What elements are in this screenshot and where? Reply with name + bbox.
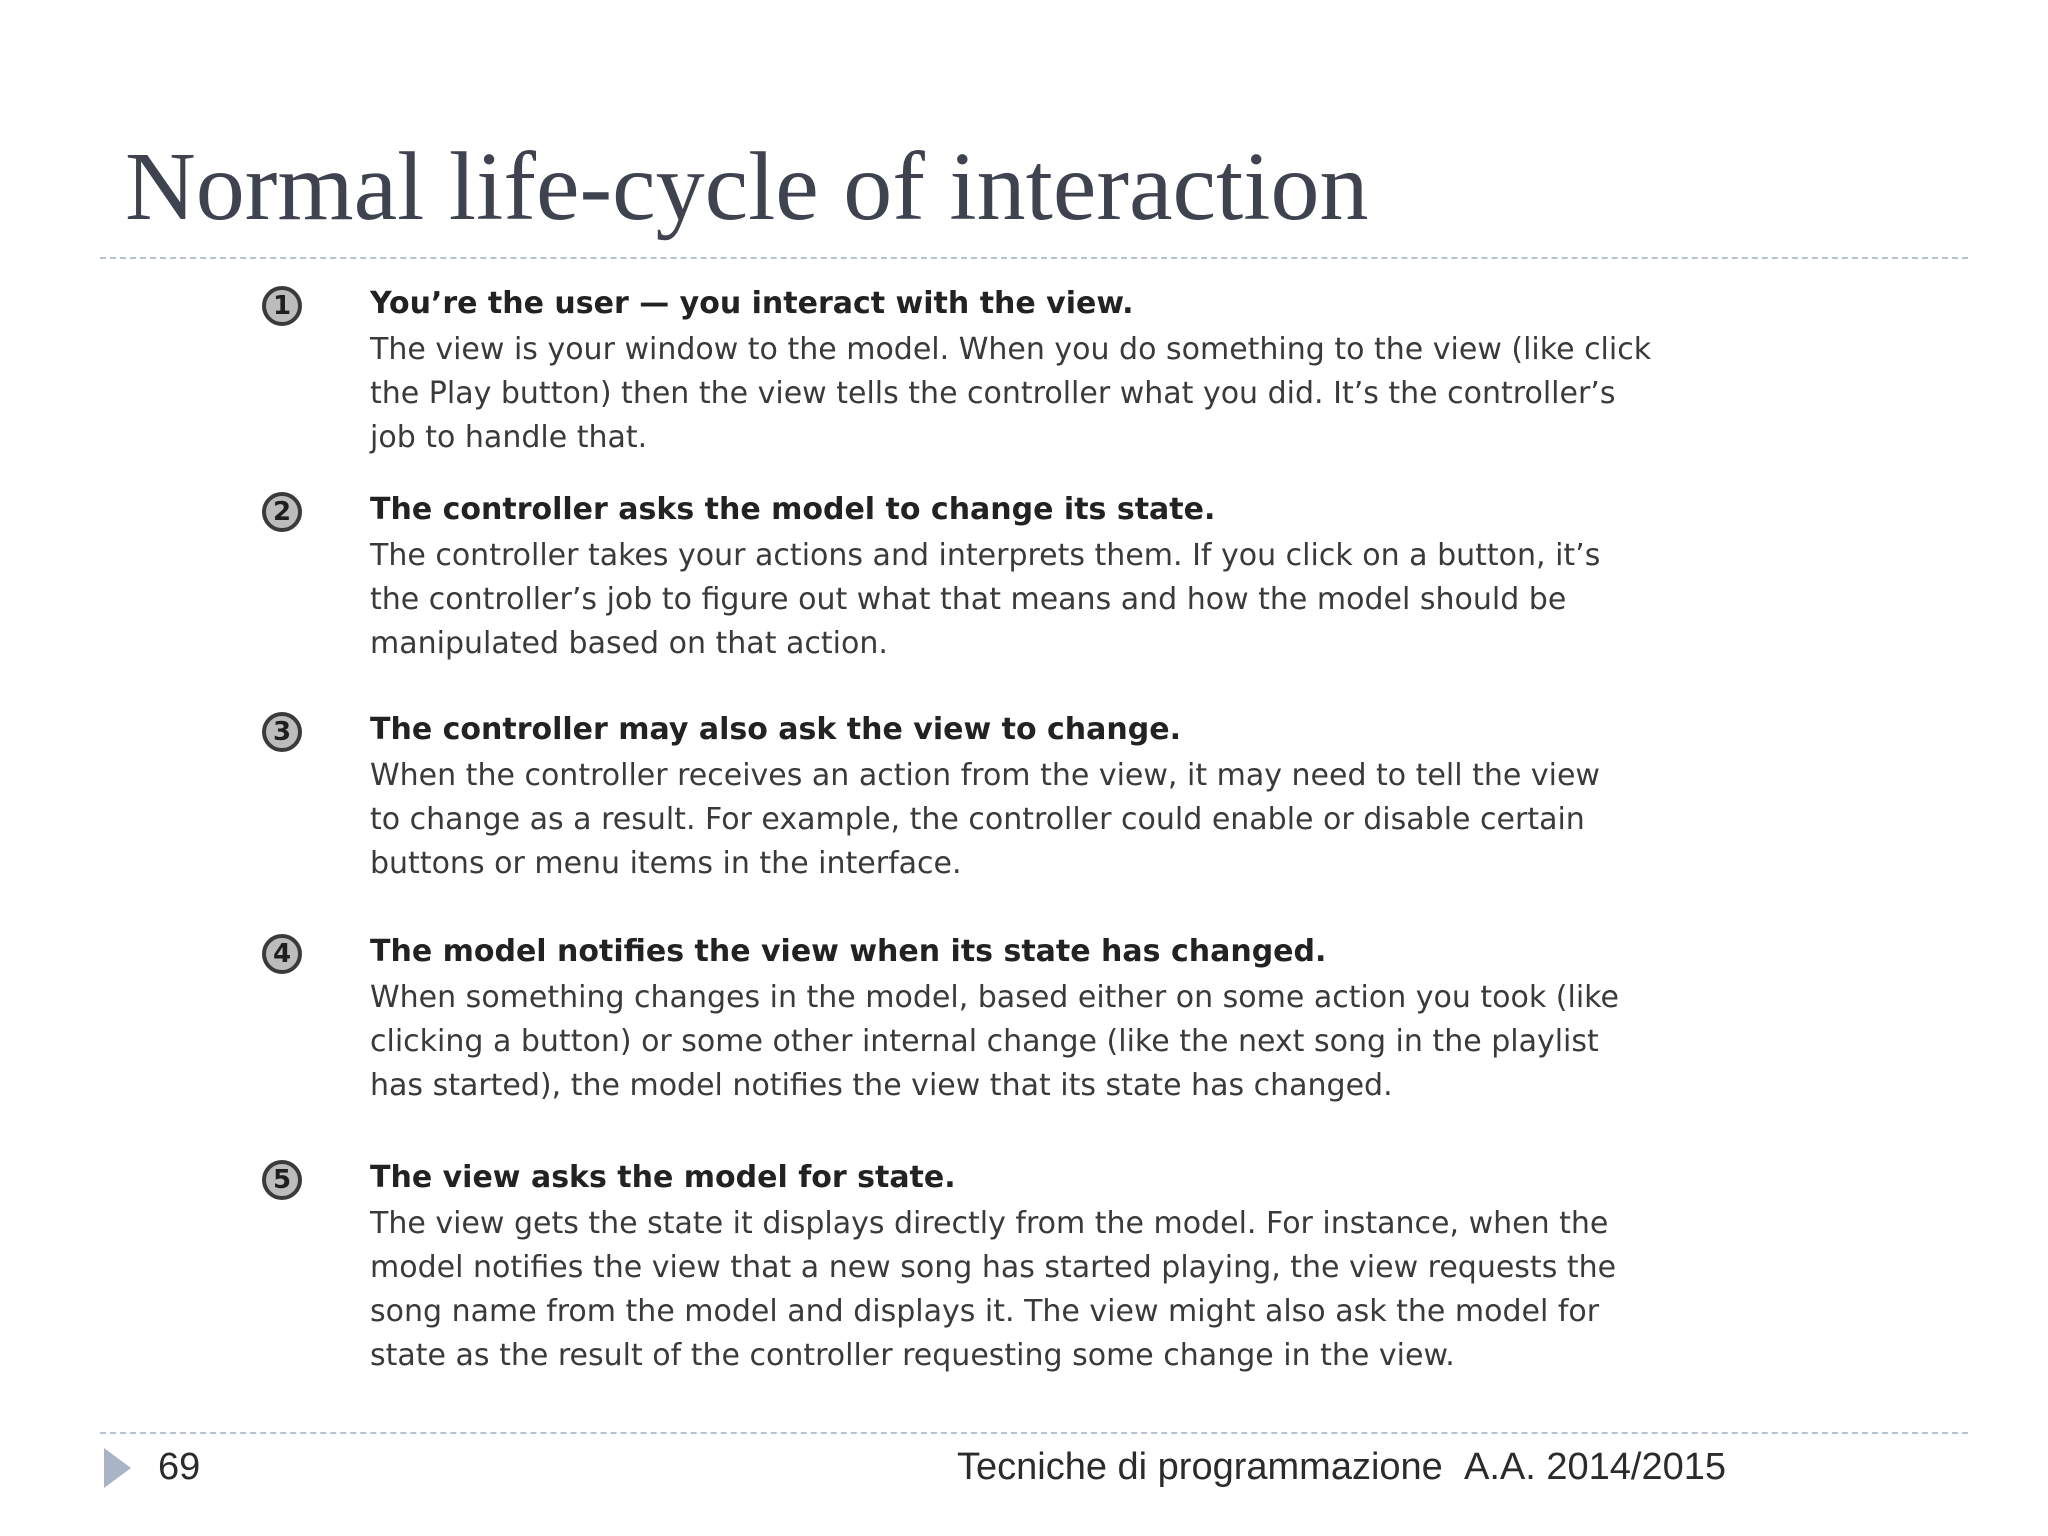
step-heading: You’re the user — you interact with the view. xyxy=(370,286,1134,321)
step-heading: The model notifies the view when its state has changed. xyxy=(370,934,1327,969)
step-number-badge: 1 xyxy=(262,286,302,326)
bullet-arrow-icon xyxy=(104,1448,131,1488)
bottom-divider xyxy=(100,1432,1968,1434)
step-heading: The view asks the model for state. xyxy=(370,1160,956,1195)
footer-year: A.A. 2014/2015 xyxy=(1464,1446,1726,1488)
slide-title: Normal life-cycle of interaction xyxy=(125,133,1369,241)
step-body: The controller takes your actions and interprets them. If you click on a button, it’s the controller’s job to figure out what that means and how the model should be manipulated based on that action. xyxy=(370,538,1601,661)
step-number-badge: 4 xyxy=(262,934,302,974)
page-number: 69 xyxy=(158,1446,201,1488)
step-number-badge: 2 xyxy=(262,492,302,532)
step-number-badge: 3 xyxy=(262,712,302,752)
step-body: The view is your window to the model. When you do something to the view (like click the Play button) then the view tells the controller what you did. It’s the controller’s job to handle that. xyxy=(370,332,1652,455)
step-body: When the controller receives an action from the view, it may need to tell the view to change as a result. For example, the controller could enable or disable certain buttons or menu items in the interface. xyxy=(370,758,1600,881)
step-heading: The controller asks the model to change its state. xyxy=(370,492,1216,527)
footer-course: Tecniche di programmazione xyxy=(957,1446,1443,1488)
step-heading: The controller may also ask the view to change. xyxy=(370,712,1181,747)
step-body: The view gets the state it displays directly from the model. For instance, when the model notifies the view that a new song has started playing, the view requests the song name from the model and displays it. The view might also ask the model for state as the result of the controller requesting some change in the view. xyxy=(370,1206,1617,1373)
step-number-badge: 5 xyxy=(262,1160,302,1200)
step-body: When something changes in the model, based either on some action you took (like clicking a button) or some other internal change (like the next song in the playlist has started), the model notifies the view that its state has changed. xyxy=(370,980,1619,1103)
